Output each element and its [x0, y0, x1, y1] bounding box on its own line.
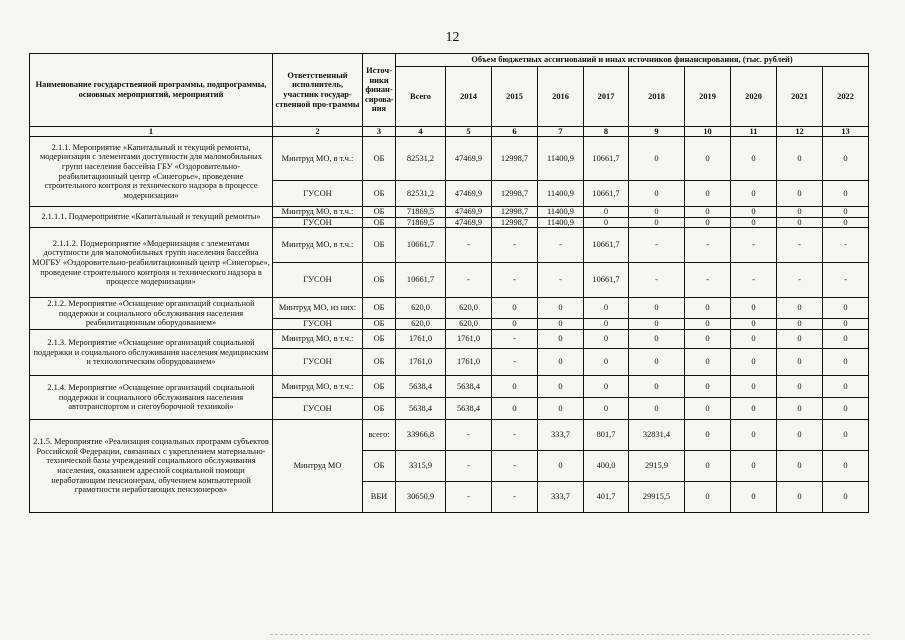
row-name: 2.1.2. Мероприятие «Оснащение организаций социальной поддержки и социального обслуживания населения реабилитационным оборудованием» [30, 298, 273, 330]
column-number: 5 [446, 127, 492, 137]
cell-source: ОБ [363, 397, 396, 419]
cell-value: 0 [584, 397, 629, 419]
cell-value: 0 [492, 375, 538, 397]
cell-executor: Минтруд МО, из них: [273, 298, 363, 319]
cell-value: 0 [777, 319, 823, 330]
cell-value: 333,7 [538, 481, 584, 512]
cell-value: - [538, 228, 584, 263]
header-source: Источ-ники финан-сирова-ния [363, 54, 396, 127]
cell-value: 47469,9 [446, 207, 492, 218]
cell-value: - [629, 228, 685, 263]
cell-value: 0 [584, 298, 629, 319]
cell-executor: Минтруд МО, в т.ч.: [273, 329, 363, 348]
cell-value: 0 [823, 397, 869, 419]
cell-value: 0 [685, 419, 731, 450]
cell-value: 32831,4 [629, 419, 685, 450]
cell-value: 0 [731, 397, 777, 419]
cell-value: 2915,9 [629, 450, 685, 481]
cell-value: 0 [731, 450, 777, 481]
cell-value: 0 [731, 137, 777, 181]
cell-source: ВБИ [363, 481, 396, 512]
column-number: 1 [30, 127, 273, 137]
column-number: 3 [363, 127, 396, 137]
cell-executor: Минтруд МО, в т.ч.: [273, 375, 363, 397]
column-number: 10 [685, 127, 731, 137]
cell-value: 0 [538, 319, 584, 330]
row-name: 2.1.3. Мероприятие «Оснащение организаций социальной поддержки и социального обслуживания населения медицинским и технологическим оборудованием» [30, 329, 273, 375]
cell-value: 29915,5 [629, 481, 685, 512]
cell-value: 620,0 [396, 298, 446, 319]
cell-value: - [492, 228, 538, 263]
cell-value: - [492, 481, 538, 512]
column-number: 7 [538, 127, 584, 137]
cell-value: 620,0 [396, 319, 446, 330]
cell-value: 10661,7 [584, 263, 629, 298]
table-row [30, 375, 869, 397]
header-year: 2021 [777, 67, 823, 127]
column-number: 6 [492, 127, 538, 137]
cell-value: 801,7 [584, 419, 629, 450]
cell-value: 0 [685, 298, 731, 319]
cell-value: - [777, 228, 823, 263]
row-name: 2.1.5. Мероприятие «Реализация социальных программ субъектов Российской Федерации, связанных с укреплением материально-технической базы учреждений социального обслуживания населения, оказанием адресной социальной помощи неработающим пенсионерам, обучением компьютерной грамотности неработающих пенсионеров» [30, 419, 273, 512]
cell-value: - [823, 263, 869, 298]
header-year: 2017 [584, 67, 629, 127]
cell-value: - [685, 228, 731, 263]
column-number: 13 [823, 127, 869, 137]
column-number: 4 [396, 127, 446, 137]
cell-value: 30650,9 [396, 481, 446, 512]
row-name: 2.1.4. Мероприятие «Оснащение организаций социальной поддержки и социального обслуживания населения автотранспортом и снегоуборочной техникой» [30, 375, 273, 419]
cell-value: 82531,2 [396, 137, 446, 181]
column-number: 12 [777, 127, 823, 137]
cell-value: 0 [538, 348, 584, 375]
table-row [30, 298, 869, 319]
header-year: 2020 [731, 67, 777, 127]
cell-executor: ГУСОН [273, 397, 363, 419]
cell-value: 0 [823, 137, 869, 181]
cell-value: 0 [629, 397, 685, 419]
cell-executor: Минтруд МО [273, 419, 363, 512]
cell-value: 0 [823, 348, 869, 375]
cell-executor: Минтруд МО, в т.ч.: [273, 228, 363, 263]
cell-value: 71869,5 [396, 217, 446, 228]
cell-value: - [492, 348, 538, 375]
cell-value: 0 [777, 181, 823, 207]
cell-source: ОБ [363, 181, 396, 207]
cell-value: 12998,7 [492, 217, 538, 228]
cell-source: ОБ [363, 450, 396, 481]
cell-value: 0 [731, 298, 777, 319]
cell-value: 0 [823, 450, 869, 481]
cell-value: 11400,9 [538, 217, 584, 228]
table-row [30, 207, 869, 218]
cell-source: ОБ [363, 228, 396, 263]
cell-source: ОБ [363, 329, 396, 348]
row-name: 2.1.1. Мероприятие «Капитальный и текущий ремонты, модернизация с элементами доступности для маломобильных групп населения бассейна ГБУ «Оздоровительно-реабилитационный центр «Синегорье», проведение строительного контроля и технического надзора в процессе модернизации» [30, 137, 273, 207]
column-number: 11 [731, 127, 777, 137]
cell-value: 12998,7 [492, 207, 538, 218]
cell-source: ОБ [363, 319, 396, 330]
cell-value: 0 [731, 207, 777, 218]
cell-value: 0 [731, 375, 777, 397]
cell-value: 0 [777, 481, 823, 512]
cell-source: ОБ [363, 263, 396, 298]
cell-value: - [492, 450, 538, 481]
cell-value: 47469,9 [446, 181, 492, 207]
cell-value: 71869,5 [396, 207, 446, 218]
cell-value: 10661,7 [396, 263, 446, 298]
cell-value: 0 [823, 298, 869, 319]
cell-value: 0 [685, 319, 731, 330]
cell-source: ОБ [363, 207, 396, 218]
cell-value: 1761,0 [396, 329, 446, 348]
cell-source: всего: [363, 419, 396, 450]
cell-value: - [446, 450, 492, 481]
cell-value: - [731, 263, 777, 298]
cell-value: 0 [731, 348, 777, 375]
cell-value: 0 [731, 419, 777, 450]
cell-value: 0 [492, 319, 538, 330]
cell-value: 0 [823, 419, 869, 450]
cell-value: 0 [584, 207, 629, 218]
budget-table [29, 53, 869, 513]
cell-value: 12998,7 [492, 181, 538, 207]
cell-value: 47469,9 [446, 217, 492, 228]
cell-value: 0 [685, 329, 731, 348]
cell-value: - [538, 263, 584, 298]
cell-source: ОБ [363, 137, 396, 181]
cell-executor: ГУСОН [273, 348, 363, 375]
cell-value: - [823, 228, 869, 263]
cell-source: ОБ [363, 217, 396, 228]
cell-value: 0 [685, 375, 731, 397]
cell-value: - [492, 263, 538, 298]
cell-value: 0 [685, 397, 731, 419]
column-number: 9 [629, 127, 685, 137]
cell-value: 0 [584, 319, 629, 330]
cell-value: 0 [777, 137, 823, 181]
cell-value: 0 [538, 375, 584, 397]
cell-value: 0 [731, 329, 777, 348]
cell-value: 0 [777, 397, 823, 419]
cell-executor: Минтруд МО, в т.ч.: [273, 207, 363, 218]
cell-value: 10661,7 [584, 137, 629, 181]
cell-value: 0 [731, 481, 777, 512]
cell-value: 0 [823, 375, 869, 397]
cell-value: 12998,7 [492, 137, 538, 181]
cell-value: 0 [731, 217, 777, 228]
header-year: 2014 [446, 67, 492, 127]
cell-value: 0 [584, 329, 629, 348]
cell-value: 3315,9 [396, 450, 446, 481]
header-year: 2022 [823, 67, 869, 127]
cell-value: 0 [629, 319, 685, 330]
table-row [30, 419, 869, 450]
cell-value: 0 [823, 181, 869, 207]
cell-value: 1761,0 [396, 348, 446, 375]
cell-value: - [446, 481, 492, 512]
cell-value: 0 [685, 137, 731, 181]
cell-value: 0 [629, 181, 685, 207]
cell-value: 1761,0 [446, 348, 492, 375]
cell-value: 0 [538, 298, 584, 319]
cell-value: 0 [629, 329, 685, 348]
cell-source: ОБ [363, 348, 396, 375]
page-number: 12 [445, 30, 460, 45]
cell-value: 82531,2 [396, 181, 446, 207]
cell-value: 0 [685, 450, 731, 481]
cell-value: - [446, 419, 492, 450]
cell-value: 0 [629, 137, 685, 181]
cell-value: 0 [777, 298, 823, 319]
cell-value: 5638,4 [446, 397, 492, 419]
cell-value: 0 [777, 348, 823, 375]
header-funding-group: Объем бюджетных ассигнований и иных источников финансирования, (тыс. рублей) [396, 54, 869, 67]
cell-value: 5638,4 [446, 375, 492, 397]
cell-value: 620,0 [446, 298, 492, 319]
cell-value: 11400,9 [538, 137, 584, 181]
cell-value: - [731, 228, 777, 263]
header-year: 2016 [538, 67, 584, 127]
cell-value: 0 [777, 207, 823, 218]
cell-value: 0 [777, 419, 823, 450]
table-row [30, 228, 869, 263]
cell-value: 0 [823, 329, 869, 348]
cell-value: 0 [731, 181, 777, 207]
cell-value: 10661,7 [584, 181, 629, 207]
cell-executor: Минтруд МО, в т.ч.: [273, 137, 363, 181]
cell-value: 0 [629, 348, 685, 375]
cell-executor: ГУСОН [273, 217, 363, 228]
cell-source: ОБ [363, 375, 396, 397]
cell-value: 33966,8 [396, 419, 446, 450]
cell-value: 0 [777, 450, 823, 481]
cell-value: 1761,0 [446, 329, 492, 348]
cell-value: - [777, 263, 823, 298]
cell-value: 0 [823, 481, 869, 512]
cell-value: 0 [629, 217, 685, 228]
cell-value: 0 [492, 298, 538, 319]
cell-value: 11400,9 [538, 207, 584, 218]
cell-value: 0 [823, 217, 869, 228]
cell-value: 0 [685, 217, 731, 228]
row-name: 2.1.1.2. Подмероприятие «Модернизация с элементами доступности для маломобильных групп населения бассейна МОГБУ «Оздоровительно-реабилитационный центр «Синегорье», проведение строительного контроля и технического надзора в процессе модернизации» [30, 228, 273, 298]
cell-value: 0 [629, 298, 685, 319]
header-executor: Ответственный исполнитель, участник государ-ственной про-граммы [273, 54, 363, 127]
cell-value: 0 [584, 375, 629, 397]
cell-value: 47469,9 [446, 137, 492, 181]
cell-source: ОБ [363, 298, 396, 319]
cell-value: 0 [538, 329, 584, 348]
cell-value: 0 [584, 217, 629, 228]
cell-value: 333,7 [538, 419, 584, 450]
cell-value: 0 [777, 375, 823, 397]
cell-value: 5638,4 [396, 397, 446, 419]
column-number: 8 [584, 127, 629, 137]
table-row [30, 329, 869, 348]
cell-value: 10661,7 [584, 228, 629, 263]
cell-executor: ГУСОН [273, 263, 363, 298]
column-number: 2 [273, 127, 363, 137]
cell-value: 0 [685, 181, 731, 207]
cell-value: - [492, 329, 538, 348]
cell-value: 0 [584, 348, 629, 375]
cell-value: 0 [777, 329, 823, 348]
cell-value: 0 [629, 375, 685, 397]
cell-value: 0 [538, 397, 584, 419]
cell-value: 0 [685, 481, 731, 512]
cell-value: - [446, 263, 492, 298]
header-year: 2018 [629, 67, 685, 127]
cell-value: - [492, 419, 538, 450]
cell-value: 10661,7 [396, 228, 446, 263]
cell-value: - [446, 228, 492, 263]
cell-value: 0 [731, 319, 777, 330]
header-year: 2019 [685, 67, 731, 127]
cell-value: 11400,9 [538, 181, 584, 207]
header-total: Всего [396, 67, 446, 127]
header-name: Наименование государственной программы, подпрограммы, основных мероприятий, мероприятий [30, 54, 273, 127]
row-name: 2.1.1.1. Подмероприятие «Капитальный и текущий ремонты» [30, 207, 273, 228]
cell-value: - [685, 263, 731, 298]
header-year: 2015 [492, 67, 538, 127]
cell-value: 0 [538, 450, 584, 481]
table-row [30, 137, 869, 181]
cell-executor: ГУСОН [273, 319, 363, 330]
cell-value: 0 [629, 207, 685, 218]
cell-value: 0 [823, 319, 869, 330]
cell-value: 5638,4 [396, 375, 446, 397]
cell-value: 400,0 [584, 450, 629, 481]
cell-value: 0 [492, 397, 538, 419]
cell-value: 0 [823, 207, 869, 218]
cell-executor: ГУСОН [273, 181, 363, 207]
scan-artifact-divider [270, 634, 870, 637]
cell-value: 0 [685, 207, 731, 218]
cell-value: 401,7 [584, 481, 629, 512]
cell-value: - [629, 263, 685, 298]
cell-value: 0 [685, 348, 731, 375]
cell-value: 620,0 [446, 319, 492, 330]
cell-value: 0 [777, 217, 823, 228]
